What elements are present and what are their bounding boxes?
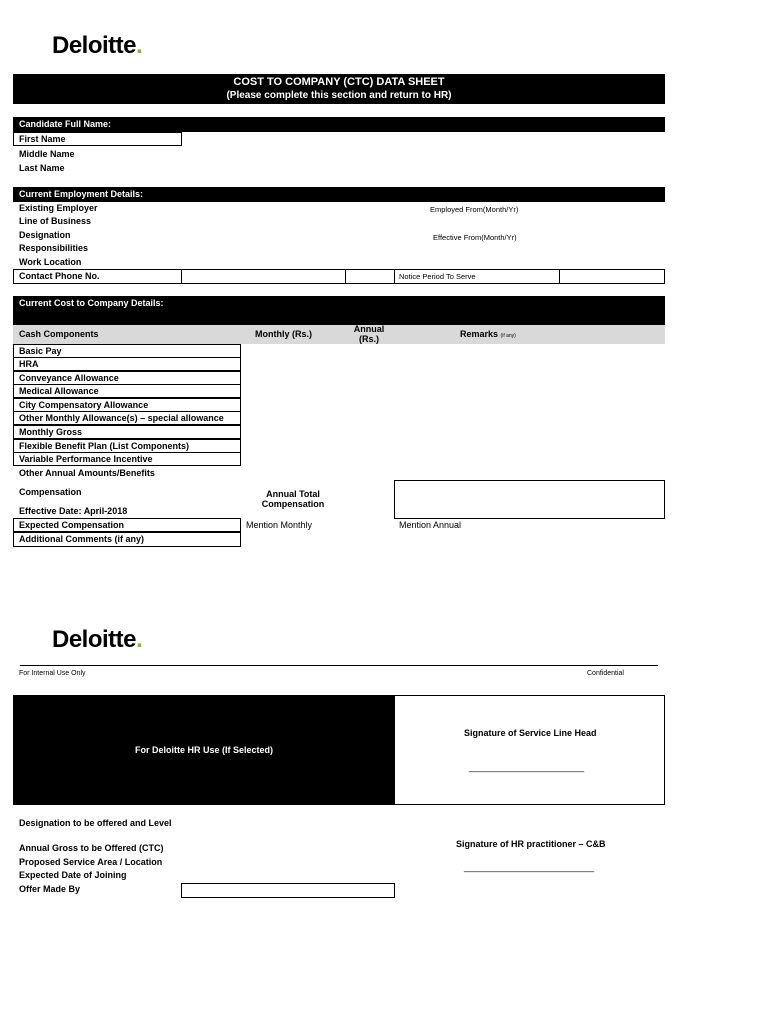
city-compensatory-label: City Compensatory Allowance [19,400,149,410]
flexible-benefit-label: Flexible Benefit Plan (List Components) [19,441,190,451]
deloitte-logo [52,32,142,60]
divider-line [20,665,658,666]
date-joining-label: Expected Date of Joining [19,870,127,880]
signature-box [394,695,665,805]
contact-phone-label: Contact Phone No. [19,271,100,281]
mention-annual-text: Mention Annual [399,520,462,530]
contact-phone-input[interactable] [181,269,346,284]
employment-header [13,187,665,202]
medical-label: Medical Allowance [19,386,99,396]
component-row[interactable] [13,371,241,385]
responsibilities-label: Responsibilities [19,243,89,253]
document-subtitle: (Please complete this section and return to HR) [226,90,452,101]
basic-pay-label: Basic Pay [19,346,62,356]
other-monthly-allowance-label: Other Monthly Allowance(s) – special allowance [19,413,224,423]
expected-comp-row[interactable] [13,518,241,532]
notice-period-label: Notice Period To Serve [399,272,476,281]
ctc-column-header-row [13,325,665,344]
component-row[interactable] [13,452,241,466]
line-of-business-label: Line of Business [19,216,92,226]
component-row[interactable] [13,425,241,439]
sig-service-line-field[interactable]: _______________________ [469,762,585,772]
col-annual: Annual (Rs.) [353,324,385,344]
hr-use-box [13,695,395,805]
annual-total-input[interactable] [394,480,665,519]
effective-date-label: Effective Date: April-2018 [19,506,128,516]
sig-hr-label: Signature of HR practitioner – C&B [456,839,606,849]
first-name-label: First Name [19,134,66,144]
sig-hr-field[interactable]: __________________________ [464,862,595,872]
confidential-label: Confidential [587,670,624,677]
compensation-label: Compensation [19,487,82,497]
offer-made-by-input[interactable] [181,883,395,898]
col-remarks: Remarks [460,329,499,339]
internal-use-label: For Internal Use Only [19,670,86,677]
document-title: COST TO COMPANY (CTC) DATA SHEET [233,76,445,88]
component-row[interactable] [13,411,241,425]
annual-gross-label: Annual Gross to be Offered (CTC) [19,843,164,853]
expected-comp-label: Expected Compensation [19,520,125,530]
conveyance-label: Conveyance Allowance [19,373,119,383]
component-row[interactable] [13,344,241,358]
ctc-header-label: Current Cost to Company Details: [19,298,164,308]
first-name-field[interactable] [13,132,182,146]
deloitte-logo-2 [52,626,142,654]
candidate-header-label: Candidate Full Name: [19,119,112,129]
component-row[interactable] [13,357,241,371]
ctc-header [13,296,665,325]
logo-dot-2: . [136,626,143,653]
logo-text-2: Deloitte [52,626,137,653]
employment-header-label: Current Employment Details: [19,189,144,199]
sig-service-line-label: Signature of Service Line Head [464,728,597,738]
col-cash-components: Cash Components [19,329,99,339]
designation-offered-label: Designation to be offered and Level [19,818,172,828]
logo-dot: . [136,32,143,59]
monthly-gross-label: Monthly Gross [19,427,83,437]
component-row[interactable] [13,398,241,412]
middle-name-label: Middle Name [19,149,75,159]
component-row[interactable] [13,384,241,398]
contact-phone-input-2[interactable] [345,269,395,284]
hra-label: HRA [19,359,39,369]
last-name-label: Last Name [19,163,65,173]
additional-comments-label: Additional Comments (if any) [19,534,145,544]
other-annual-label: Other Annual Amounts/Benefits [19,468,155,478]
offer-made-by-label: Offer Made By [19,884,81,894]
notice-period-input[interactable] [559,269,665,284]
variable-incentive-label: Variable Performance Incentive [19,454,153,464]
component-row[interactable] [13,439,241,453]
mention-monthly-text: Mention Monthly [246,520,313,530]
col-remarks-note: (if any) [500,333,516,339]
existing-employer-label: Existing Employer [19,203,98,213]
title-bar [13,74,665,104]
logo-text: Deloitte [52,32,137,59]
hr-use-label: For Deloitte HR Use (If Selected) [134,745,274,755]
annual-total-label: Annual Total Compensation [261,489,325,509]
additional-comments-row[interactable] [13,532,241,547]
effective-from-label: Effective From(Month/Yr) [433,233,517,242]
employed-from-label: Employed From(Month/Yr) [430,205,519,214]
work-location-label: Work Location [19,257,82,267]
designation-label: Designation [19,230,71,240]
col-monthly: Monthly (Rs.) [255,329,312,339]
candidate-header [13,117,665,132]
service-area-label: Proposed Service Area / Location [19,857,163,867]
